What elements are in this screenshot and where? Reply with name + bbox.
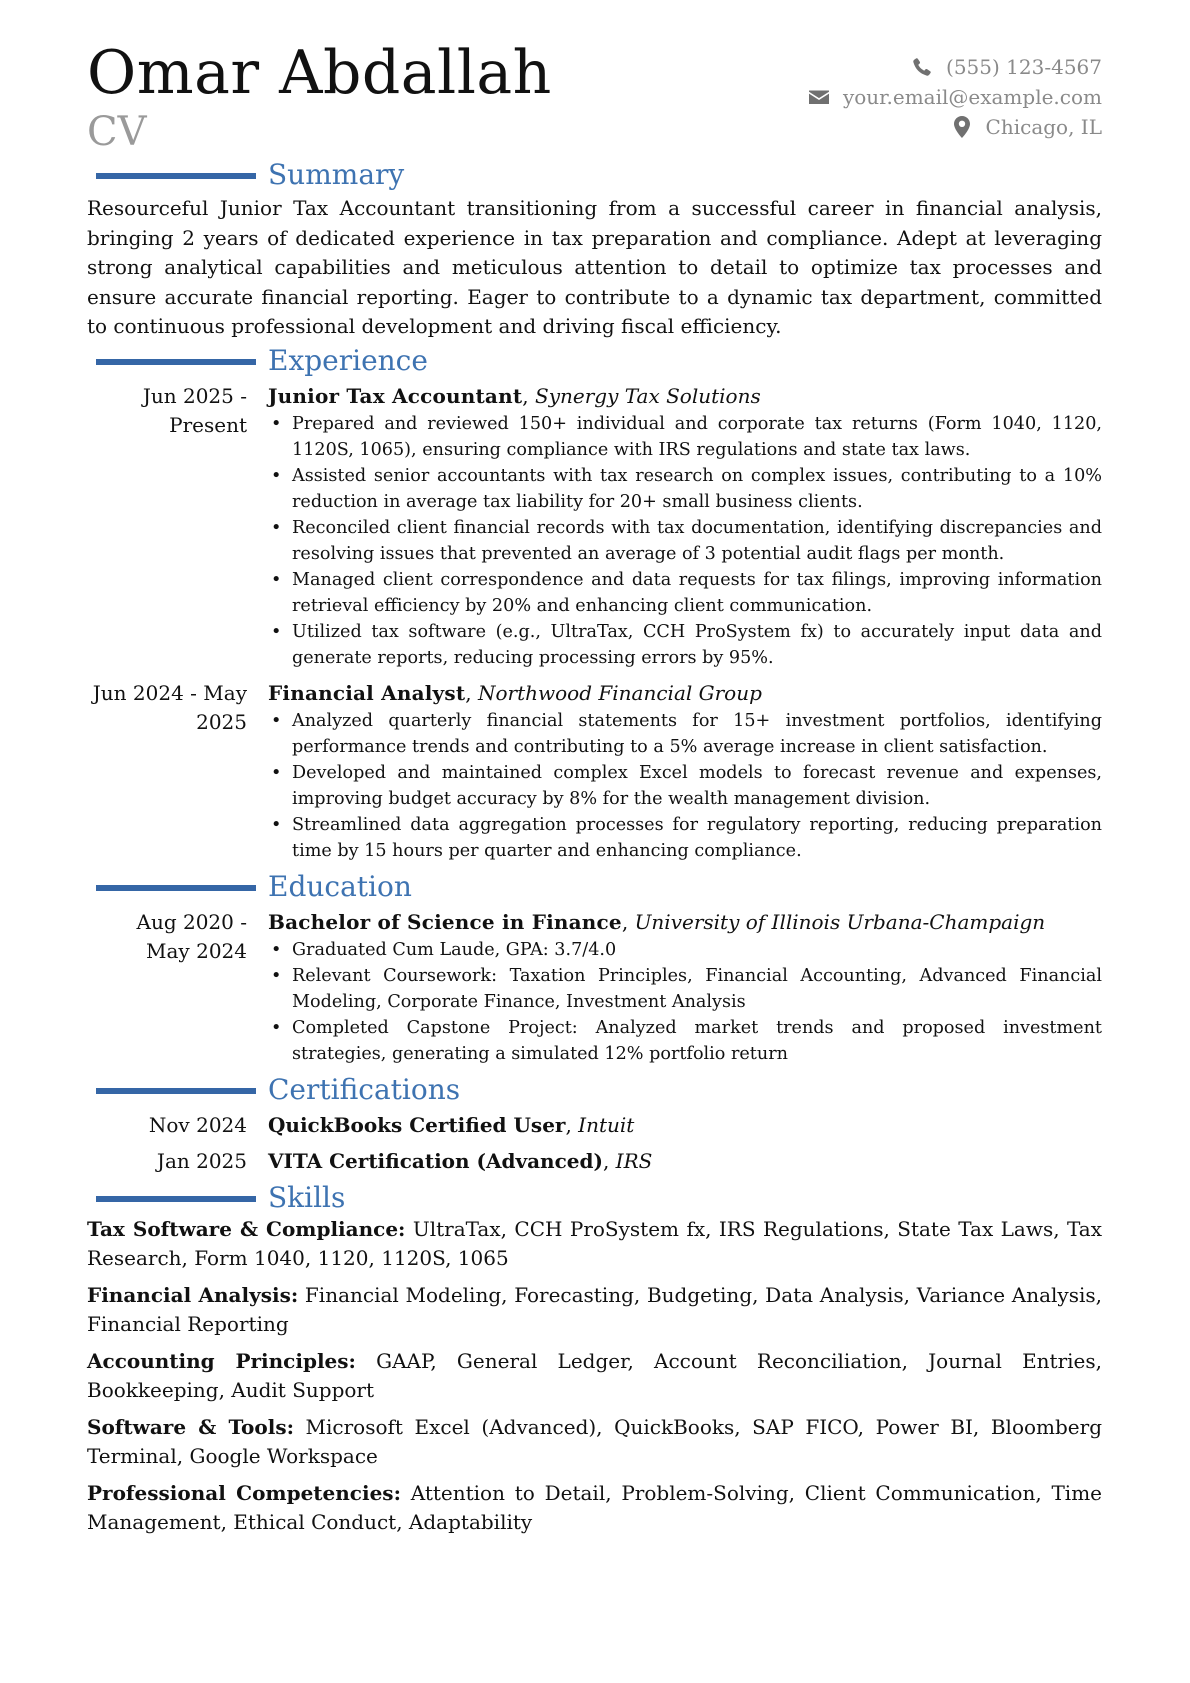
list-item: • Managed client correspondence and data requests for tax filings, improving information retrieval efficiency by 20% and enhancing client communication.	[268, 567, 1102, 619]
entry-institution: University of Illinois Urbana-Champaign	[634, 909, 1046, 934]
list-item: • Completed Capstone Project: Analyzed market trends and proposed investment strategies, generating a simulated 12% portfolio return	[268, 1015, 1102, 1067]
experience-entry	[87, 679, 1102, 864]
entry-date: Aug 2020 - May 2024	[136, 909, 247, 963]
section-education-heading	[87, 870, 1102, 904]
document-subtitle: CV	[87, 109, 147, 155]
contact-email	[807, 82, 1102, 112]
cert-issuer: Intuit	[578, 1112, 635, 1137]
experience-entry	[87, 382, 1102, 671]
list-item: • Relevant Coursework: Taxation Principles, Financial Accounting, Advanced Financial Modeling, Corporate Finance, Investment Analysis	[268, 963, 1102, 1015]
skill-values: Microsoft Excel (Advanced), QuickBooks, SAP FICO, Power BI, Bloomberg Terminal, Google Workspace	[87, 1414, 1102, 1468]
skill-label: Financial Analysis:	[87, 1282, 299, 1307]
list-item: • Graduated Cum Laude, GPA: 3.7/4.0	[268, 937, 1102, 963]
entry-bullets	[268, 937, 1102, 1067]
list-item: • Assisted senior accountants with tax research on complex issues, contributing to a 10% reduction in average tax liability for 20+ small business clients.	[268, 463, 1102, 515]
skill-label: Software & Tools:	[87, 1414, 294, 1439]
section-title: Summary	[268, 158, 405, 191]
skill-group	[87, 1215, 1102, 1274]
section-skills-heading	[87, 1181, 1102, 1215]
skill-label: Tax Software & Compliance:	[87, 1216, 406, 1241]
section-summary-heading	[87, 158, 1102, 192]
certification-item: Nov 2024 QuickBooks Certified User, Intuit	[87, 1107, 1102, 1143]
cert-issuer: IRS	[615, 1148, 653, 1173]
location-text: Chicago, IL	[985, 115, 1102, 139]
section-rule	[96, 885, 256, 891]
envelope-icon	[807, 86, 831, 108]
list-item: • Analyzed quarterly financial statements for 15+ investment portfolios, identifying performance trends and contributing to a 5% average increase in client satisfaction.	[268, 708, 1102, 760]
email-link[interactable]: your.email@example.com	[842, 85, 1102, 109]
entry-role: Financial Analyst	[268, 680, 466, 705]
resume-header	[87, 38, 1102, 158]
skill-values: UltraTax, CCH ProSystem fx, IRS Regulations, State Tax Laws, Tax Research, Form 1040, 1120, 1120S, 1065	[87, 1216, 1102, 1270]
skill-values: GAAP, General Ledger, Account Reconciliation, Journal Entries, Bookkeeping, Audit Support	[87, 1348, 1102, 1402]
entry-date: Jun 2025 - Present	[142, 383, 247, 437]
section-rule	[96, 1088, 256, 1094]
skill-label: Accounting Principles:	[87, 1348, 356, 1373]
section-rule	[96, 359, 256, 365]
contact-info	[807, 52, 1102, 142]
section-rule	[96, 173, 256, 179]
skill-values: Financial Modeling, Forecasting, Budgeting, Data Analysis, Variance Analysis, Financial Reporting	[87, 1282, 1102, 1336]
cert-date: Nov 2024	[148, 1112, 247, 1137]
section-title: Skills	[268, 1180, 346, 1214]
summary-text: Resourceful Junior Tax Accountant transitioning from a successful career in financial analysis, bringing 2 years of dedicated experience in tax preparation and compliance. Adept at leveraging strong analytical capabilities and meticulous attention to detail to optimize tax processes and ensure accurate financial reporting. Eager to contribute to a dynamic tax department, committed to continuous professional development and driving fiscal efficiency.	[87, 196, 1102, 338]
cert-name: QuickBooks Certified User	[268, 1112, 566, 1137]
phone-icon	[910, 56, 934, 78]
list-item: • Reconciled client financial records with tax documentation, identifying discrepancies and resolving issues that prevented an average of 3 potential audit flags per month.	[268, 515, 1102, 567]
section-title: Certifications	[268, 1072, 461, 1106]
education-entry	[87, 908, 1102, 1067]
list-item: • Utilized tax software (e.g., UltraTax, CCH ProSystem fx) to accurately input data and generate reports, reducing processing errors by 95%.	[268, 619, 1102, 671]
person-name: Omar Abdallah	[87, 38, 552, 108]
skill-group	[87, 1281, 1102, 1340]
map-marker-icon	[950, 116, 974, 138]
resume-page	[87, 38, 1102, 1545]
skill-group	[87, 1479, 1102, 1538]
entry-degree: Bachelor of Science in Finance	[268, 909, 622, 934]
section-rule	[96, 1196, 256, 1202]
contact-location	[807, 112, 1102, 142]
list-item: • Streamlined data aggregation processes for regulatory reporting, reducing preparation time by 15 hours per quarter and enhancing compliance.	[268, 812, 1102, 864]
entry-heading: Junior Tax Accountant, Synergy Tax Solutions	[268, 383, 761, 408]
section-title: Education	[268, 869, 412, 903]
list-item: • Prepared and reviewed 150+ individual and corporate tax returns (Form 1040, 1120, 1120S, 1065), ensuring compliance with IRS regulations and state tax laws.	[268, 411, 1102, 463]
entry-organization: Synergy Tax Solutions	[535, 383, 761, 408]
entry-bullets	[268, 411, 1102, 671]
phone-text[interactable]: (555) 123-4567	[946, 55, 1102, 79]
list-item: • Developed and maintained complex Excel models to forecast revenue and expenses, improving budget accuracy by 8% for the wealth management division.	[268, 760, 1102, 812]
skill-group	[87, 1413, 1102, 1472]
skill-label: Professional Competencies:	[87, 1480, 401, 1505]
certification-item: Jan 2025 VITA Certification (Advanced), IRS	[87, 1143, 1102, 1179]
entry-heading: Financial Analyst, Northwood Financial Group	[268, 680, 762, 705]
entry-organization: Northwood Financial Group	[478, 680, 762, 705]
skill-values: Attention to Detail, Problem-Solving, Client Communication, Time Management, Ethical Conduct, Adaptability	[87, 1480, 1102, 1534]
section-experience-heading	[87, 344, 1102, 378]
entry-role: Junior Tax Accountant	[268, 383, 523, 408]
section-title: Experience	[268, 343, 428, 377]
cert-date: Jan 2025	[156, 1148, 247, 1173]
cert-name: VITA Certification (Advanced)	[268, 1148, 603, 1173]
skill-group	[87, 1347, 1102, 1406]
contact-phone	[807, 52, 1102, 82]
entry-heading: Bachelor of Science in Finance, University of Illinois Urbana-Champaign	[268, 909, 1046, 934]
entry-bullets	[268, 708, 1102, 864]
entry-date: Jun 2024 - May 2025	[92, 680, 247, 734]
section-certifications-heading	[87, 1073, 1102, 1107]
